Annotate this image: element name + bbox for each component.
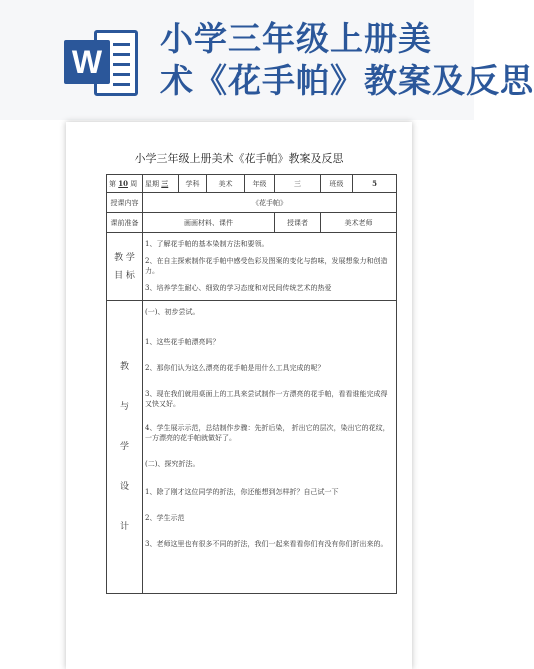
word-icon bbox=[64, 22, 142, 104]
process-item: 1、这些花手帕漂亮吗？ bbox=[145, 338, 220, 346]
process-item: (二)、探究折法。 bbox=[145, 460, 200, 468]
goal-item: 1、了解花手帕的基本染制方法和要领。 bbox=[145, 239, 269, 248]
grade-value: 三 bbox=[275, 175, 321, 193]
process-row bbox=[107, 301, 397, 594]
class-label: 班级 bbox=[321, 175, 353, 193]
process-item: (一)、初步尝试。 bbox=[145, 308, 200, 316]
banner-title-line-1: 小学三年级上册美 bbox=[160, 19, 432, 58]
process-item: 3、老师这里也有很多不同的折法，我们一起来看看你们有没有你们折出来的。 bbox=[145, 540, 388, 548]
goals-row bbox=[107, 233, 397, 301]
process-item: 4、学生展示示范，总结制作步骤：先折后染， 折出它的层次，染出它的花纹，一方漂亮的花手帕就做好了。 bbox=[145, 424, 390, 442]
week-number: 10 bbox=[118, 178, 128, 188]
document-banner bbox=[0, 0, 534, 120]
week-cell: 第 10 周 bbox=[107, 175, 143, 193]
content-row bbox=[107, 193, 397, 213]
process-item: 1、除了刚才这位同学的折法，你还能想到怎样折？自己试一下 bbox=[145, 488, 339, 496]
teacher-label: 授课者 bbox=[275, 213, 321, 233]
class-value: 5 bbox=[353, 175, 397, 193]
goal-item: 3、培养学生耐心、细致的学习态度和对民间传统艺术的热爱 bbox=[145, 283, 332, 292]
teacher-value: 美术老师 bbox=[321, 213, 397, 233]
header-row bbox=[107, 175, 397, 193]
process-item: 2、那你们认为这么漂亮的花手帕是用什么工具完成的呢？ bbox=[145, 364, 325, 372]
prep-label: 课前准备 bbox=[107, 213, 143, 233]
word-badge: W bbox=[64, 40, 110, 84]
process-item: 2、学生示范 bbox=[145, 514, 185, 522]
goals-cell bbox=[143, 233, 397, 301]
content-value: 《花手帕》 bbox=[143, 193, 397, 213]
process-label: 教 与 学 设 计 bbox=[107, 301, 143, 594]
document-page bbox=[66, 122, 412, 669]
banner-title-line-2: 术《花手帕》教案及反思 bbox=[160, 61, 534, 100]
page-title: 小学三年级上册美术《花手帕》教案及反思 bbox=[134, 152, 344, 165]
process-cell bbox=[143, 301, 397, 594]
goal-item: 2、在自主探索制作花手帕中感受色彩及图案的变化与韵味，发展想象力和创造力。 bbox=[145, 256, 388, 275]
prep-row bbox=[107, 213, 397, 233]
goals-label: 教 学 目 标 bbox=[107, 233, 143, 301]
weekday-cell: 星期 三 bbox=[143, 175, 179, 193]
process-item: 3、现在我们就用桌面上的工具来尝试制作一方漂亮的花手帕，看看谁能完成得又快又好。 bbox=[145, 390, 388, 408]
prep-value: 画画材料、课件 bbox=[143, 213, 275, 233]
subject-value: 美术 bbox=[207, 175, 245, 193]
banner-title bbox=[160, 18, 534, 102]
grade-label: 年级 bbox=[245, 175, 275, 193]
content-label: 授课内容 bbox=[107, 193, 143, 213]
subject-label: 学科 bbox=[179, 175, 207, 193]
lesson-plan-table bbox=[106, 174, 397, 594]
